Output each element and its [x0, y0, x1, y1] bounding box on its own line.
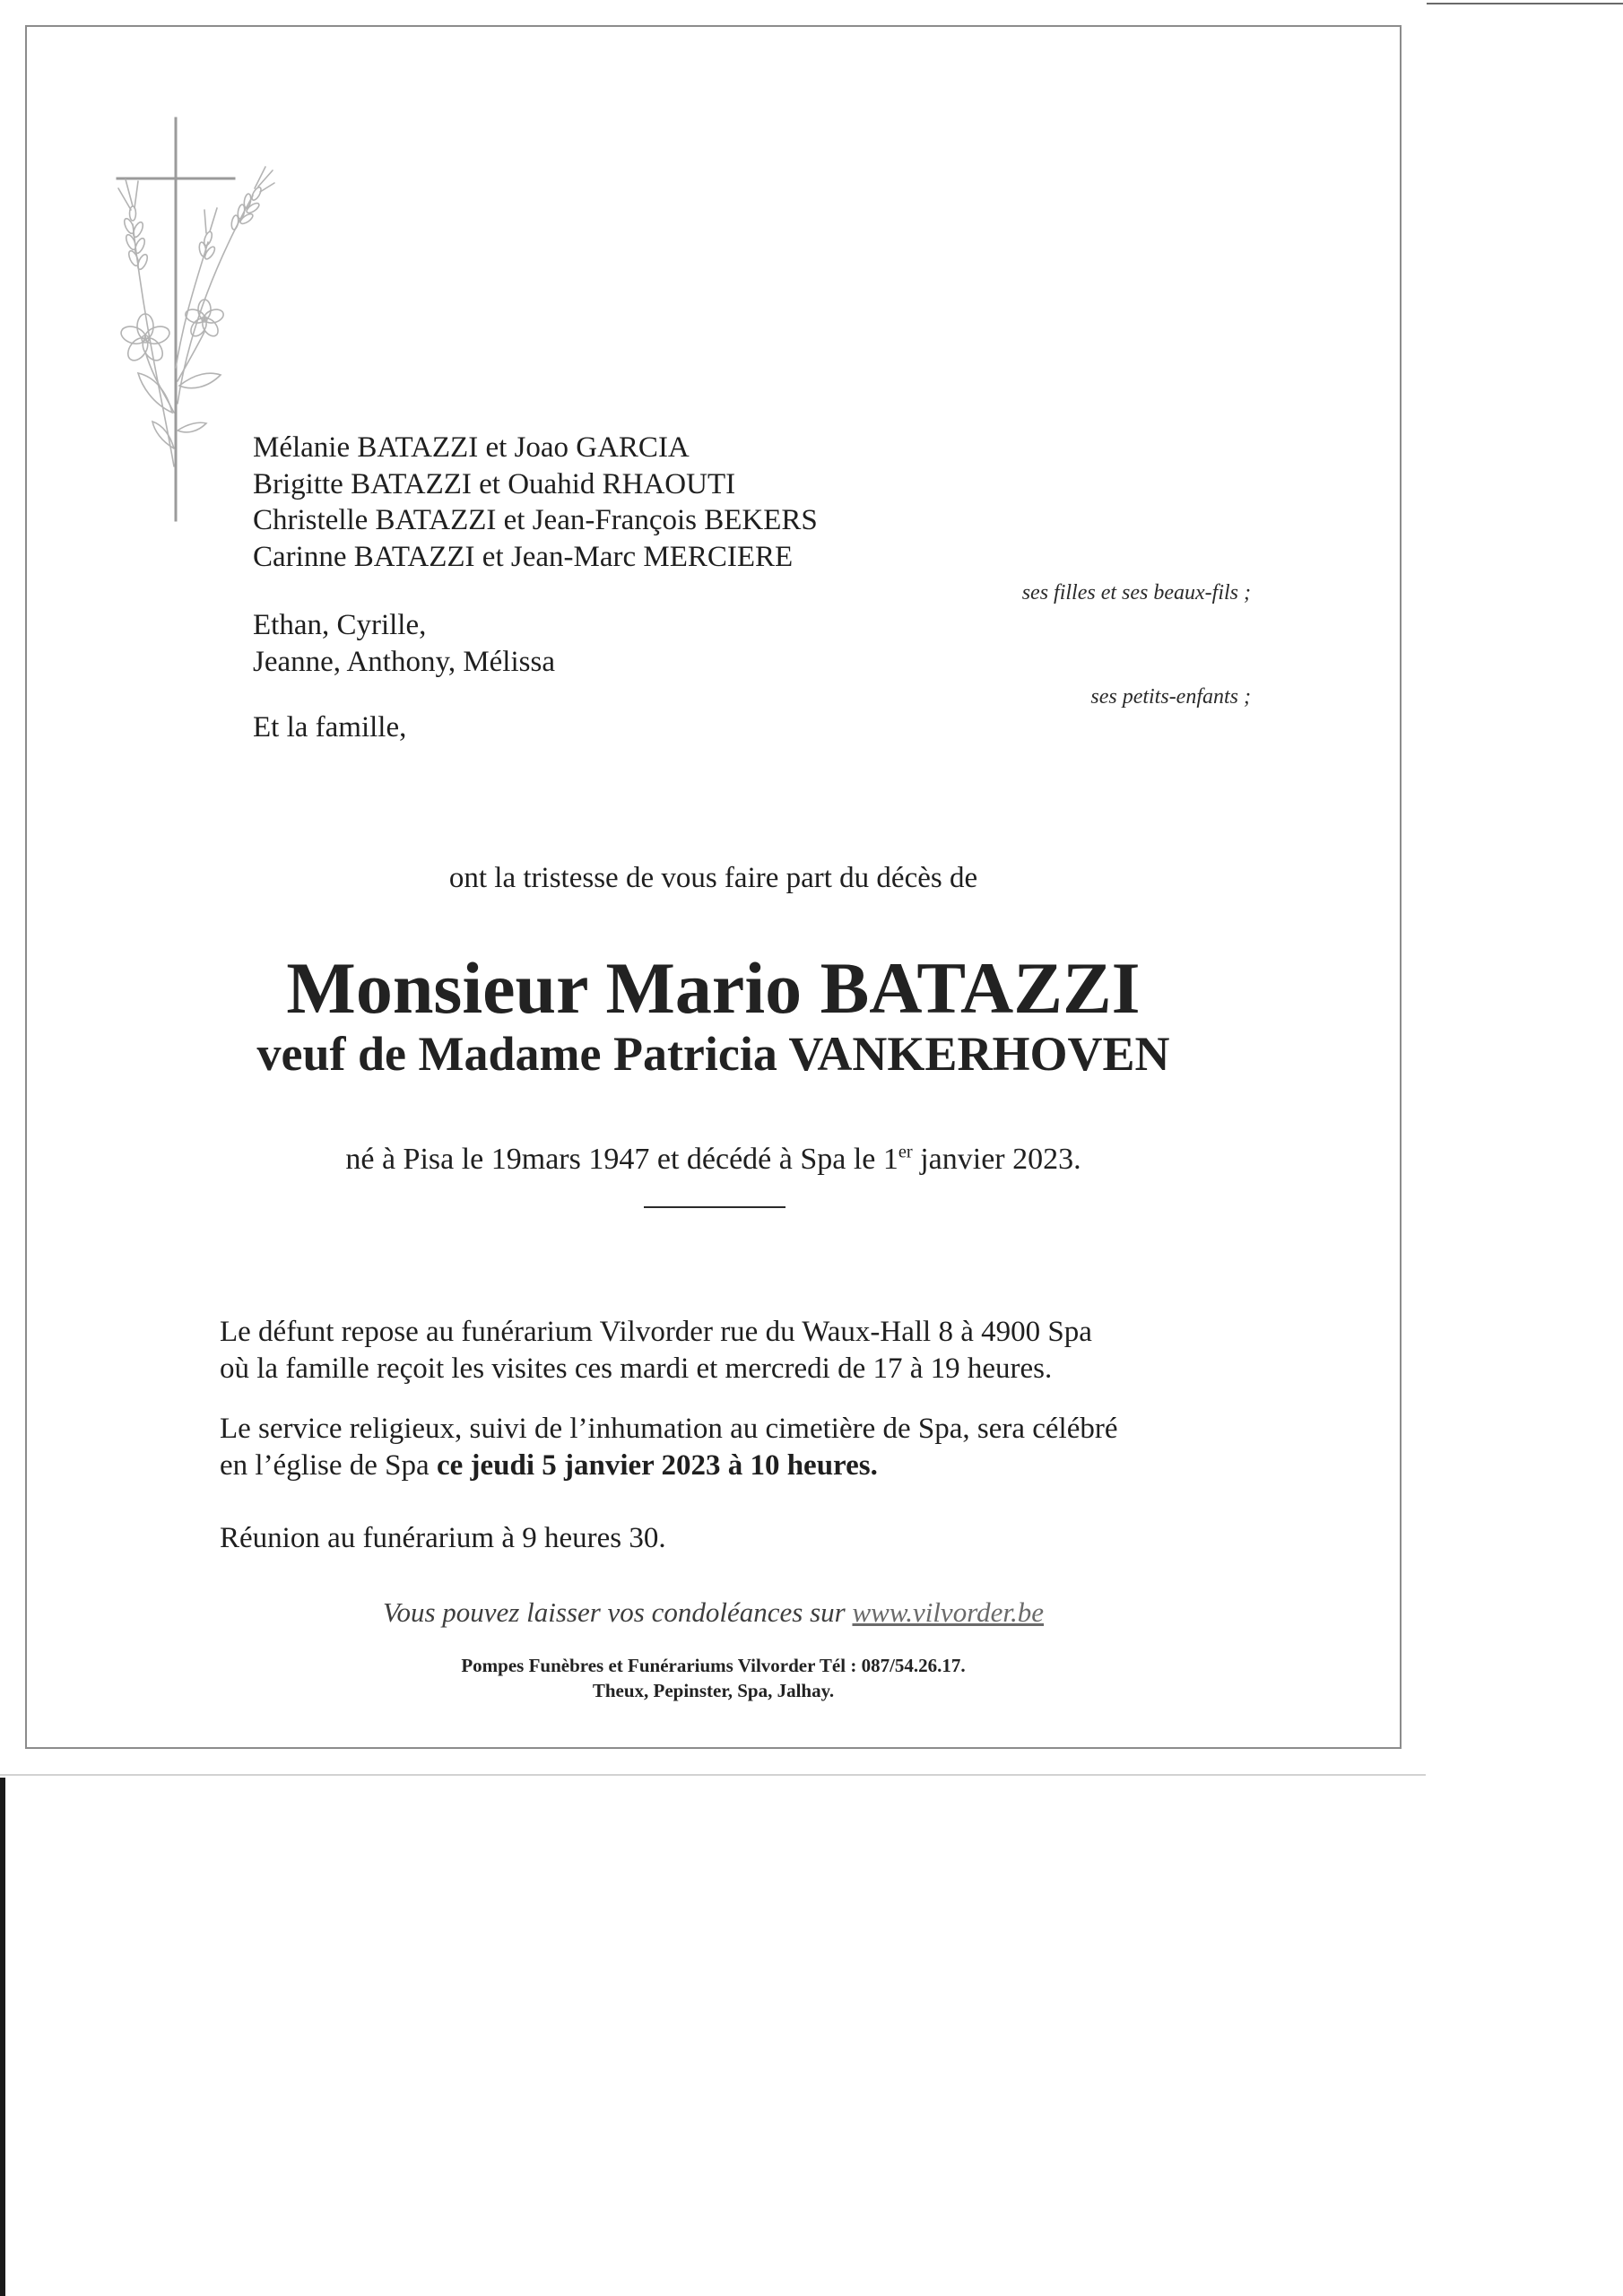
- dates-superscript: er: [898, 1142, 913, 1162]
- birth-death-dates: [25, 1142, 1402, 1178]
- condolences-line: [25, 1595, 1402, 1631]
- dates-text: né à Pisa le 19mars 1947 et décédé à Spa le 1: [345, 1143, 898, 1176]
- others-line: [253, 709, 406, 746]
- meeting-paragraph: [220, 1520, 666, 1557]
- family-line: Mélanie BATAZZI et Joao GARCIA: [253, 431, 690, 464]
- children-list: [253, 430, 818, 575]
- scan-edge-line-horizontal: [0, 1774, 1426, 1776]
- condolences-website: www.vilvorder.be: [852, 1596, 1045, 1628]
- announcement: ont la tristesse de vous faire part du décès de: [448, 862, 978, 894]
- deceased-spouse: veuf de Madame Patricia VANKERHOVEN: [256, 1027, 1170, 1081]
- family-line: Christelle BATAZZI et Jean-François BEKERS: [253, 504, 818, 536]
- visitation-paragraph: [220, 1314, 1092, 1387]
- family-line: Brigitte BATAZZI et Ouahid RHAOUTI: [253, 467, 736, 500]
- dates-text-end: janvier 2023.: [912, 1143, 1081, 1176]
- scan-edge-line-top: [1427, 3, 1623, 4]
- deceased-name: Monsieur Mario BATAZZI: [286, 947, 1141, 1029]
- grandchildren-list: [253, 607, 555, 680]
- service-location: en l’église de Spa: [220, 1449, 437, 1482]
- paragraph-line: [220, 1448, 1118, 1484]
- funeral-home-name: Pompes Funèbres et Funérariums Vilvorder Tél : 087/54.26.17.: [461, 1655, 966, 1676]
- funeral-home-locations: Theux, Pepinster, Spa, Jalhay.: [592, 1680, 835, 1701]
- scan-edge-line-vertical: [0, 1778, 5, 2296]
- children-relation: ses filles et ses beaux-fils ;: [1021, 581, 1251, 604]
- family-line: Carinne BATAZZI et Jean-Marc MERCIERE: [253, 540, 794, 573]
- paragraph-line: Réunion au funérarium à 9 heures 30.: [220, 1522, 666, 1554]
- service-datetime: ce jeudi 5 janvier 2023 à 10 heures.: [436, 1449, 878, 1482]
- condolences-text: Vous pouvez laisser vos condoléances sur: [382, 1596, 853, 1628]
- paragraph-line: où la famille reçoit les visites ces mardi et mercredi de 17 à 19 heures.: [220, 1352, 1053, 1385]
- grandchildren-relation: ses petits-enfants ;: [1090, 685, 1251, 709]
- family-line: Et la famille,: [253, 711, 407, 744]
- cross-with-flowers-icon: [99, 108, 278, 529]
- family-line: Ethan, Cyrille,: [253, 609, 427, 641]
- paragraph-line: Le service religieux, suivi de l’inhumation au cimetière de Spa, sera célébré: [220, 1413, 1118, 1445]
- family-line: Jeanne, Anthony, Mélissa: [253, 645, 555, 678]
- paragraph-line: Le défunt repose au funérarium Vilvorder rue du Waux-Hall 8 à 4900 Spa: [220, 1316, 1092, 1348]
- service-paragraph: [220, 1411, 1118, 1484]
- section-divider: [644, 1206, 785, 1208]
